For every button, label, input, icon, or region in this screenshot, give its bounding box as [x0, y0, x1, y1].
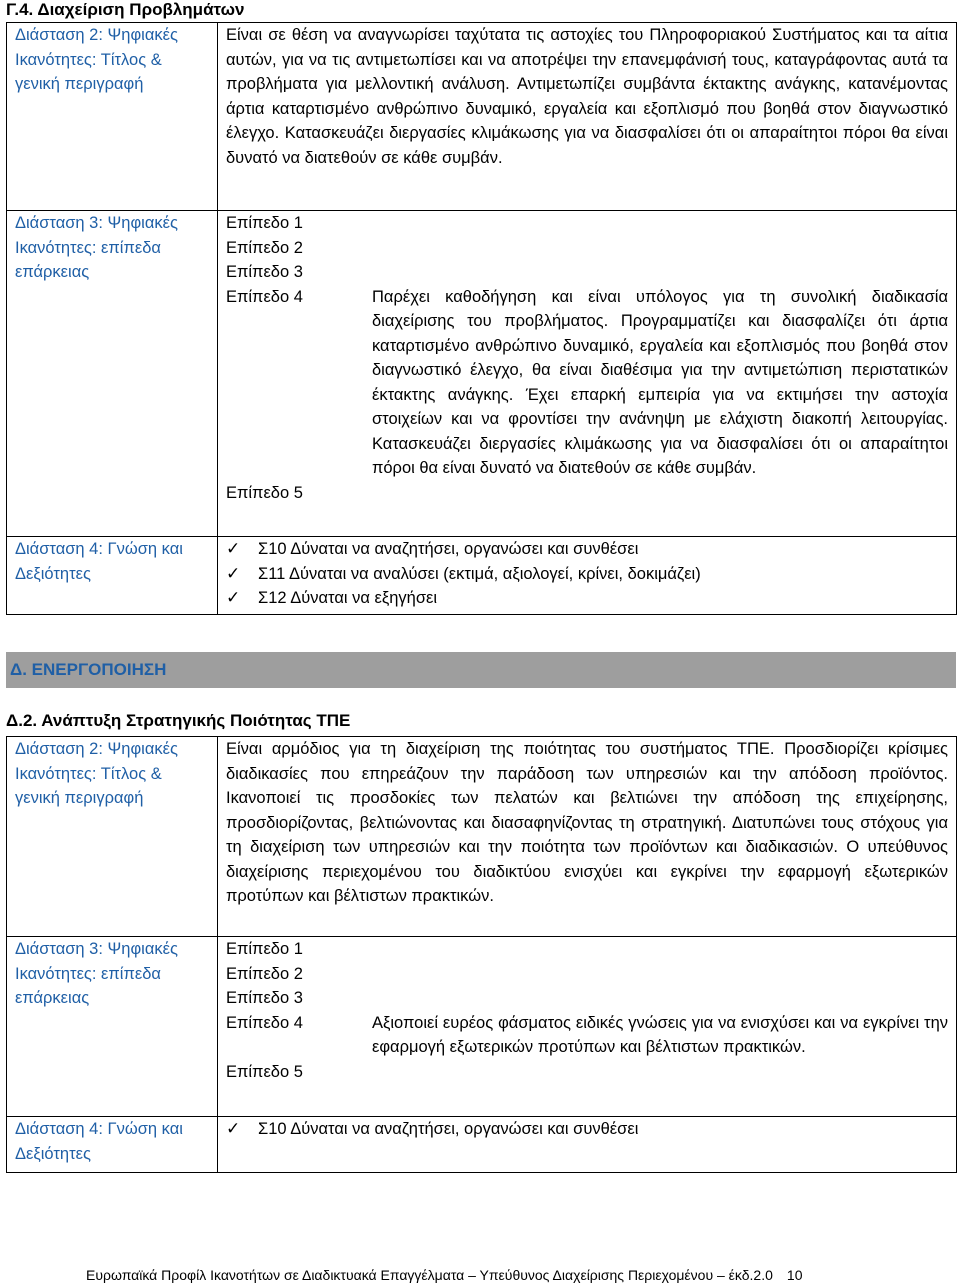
- page-number: 10: [786, 1267, 803, 1283]
- levels-cell: [218, 937, 957, 1117]
- level-1: Επίπεδο 1: [226, 940, 303, 958]
- dimension-4-row: [7, 1117, 957, 1173]
- dimension-2-label: Διάσταση 2: Ψηφιακές Ικανότητες: Τίτλος & γενική περιγραφή: [7, 737, 218, 937]
- check-icon: ✓: [226, 563, 241, 583]
- dimension-3-row: [7, 211, 957, 537]
- dimension-4-row: [7, 537, 957, 615]
- competence-table-d2: [6, 736, 957, 1173]
- skills-cell: [218, 1117, 957, 1173]
- check-icon: ✓: [226, 1119, 241, 1138]
- dimension-2-description: Είναι σε θέση να αναγνωρίσει ταχύτατα τις αστοχίες του Πληροφοριακού Συστήματος και τα αίτια αυτών, για να τις αντιμετωπίσει και να αποτρέψει την επανεμφάνισή τους, καταγράφοντας αυτά τα προβλήματα για μελλοντική ανάλυση. Αντιμετωπίζει συμβάντα έκτακτης ανάγκης, κατανέμοντας άρτια καταρτισμένο ανθρώπινο δυναμικό, εργαλεία και εξοπλισμό που βοηθά στον διαγνωστικό έλεγχο. Κατασκευάζει διεργασίες κλιμάκωσης για να διασφαλίσει ότι οι απαραίτητοι πόροι θα είναι δυνατό να διατεθούν σε κάθε συμβάν.: [218, 23, 957, 211]
- dimension-2-row: [7, 23, 957, 211]
- dimension-3-label: Διάσταση 3: Ψηφιακές Ικανότητες: επίπεδα επάρκειας: [7, 211, 218, 537]
- page-footer: [86, 1266, 802, 1284]
- level-1: Επίπεδο 1: [226, 214, 303, 232]
- skill-item: [226, 562, 948, 587]
- level-3: Επίπεδο 3: [226, 989, 303, 1007]
- section-banner: Δ. ΕΝΕΡΓΟΠΟΙΗΣΗ: [6, 652, 956, 688]
- dimension-3-label: Διάσταση 3: Ψηφιακές Ικανότητες: επίπεδα επάρκειας: [7, 937, 218, 1117]
- level-3: Επίπεδο 3: [226, 263, 303, 281]
- level-4: Επίπεδο 4: [226, 1013, 303, 1032]
- level-4-row: [226, 285, 948, 481]
- level-4-description: Αξιοποιεί ευρέος φάσματος ειδικές γνώσεις για να ενισχύσει και να εγκρίνει την εφαρμογή εξωτερικών προτύπων και βέλτιστων πρακτικών.: [372, 1013, 948, 1056]
- check-icon: ✓: [226, 539, 241, 558]
- skill-text: Σ12 Δύναται να εξηγήσει: [258, 589, 438, 607]
- footer-text: Ευρωπαϊκά Προφίλ Ικανοτήτων σε Διαδικτυακά Επαγγέλματα – Υπεύθυνος Διαχείρισης Περιεχομένου – έκδ.2.0: [86, 1267, 773, 1283]
- section-heading-d2: Δ.2. Ανάπτυξη Στρατηγικής Ποιότητας ΤΠΕ: [6, 711, 351, 730]
- level-2: Επίπεδο 2: [226, 238, 303, 257]
- levels-cell: [218, 211, 957, 537]
- level-4: Επίπεδο 4: [226, 287, 303, 306]
- competence-table-g4: [6, 22, 957, 615]
- skill-text: Σ10 Δύναται να αναζητήσει, οργανώσει και συνθέσει: [258, 540, 639, 558]
- skill-item: [226, 586, 948, 611]
- skill-text: Σ11 Δύναται να αναλύσει (εκτιμά, αξιολογεί, κρίνει, δοκιμάζει): [258, 564, 701, 583]
- skill-item: [226, 1117, 948, 1142]
- level-5: Επίπεδο 5: [226, 1062, 303, 1081]
- dimension-3-row: [7, 937, 957, 1117]
- level-2: Επίπεδο 2: [226, 964, 303, 983]
- level-4-description: Παρέχει καθοδήγηση και είναι υπόλογος για τη συνολική διαδικασία διαχείρισης του προβλήματος. Προγραμματίζει και διασφαλίζει ότι άρτια καταρτισμένο ανθρώπινο δυναμικό, εργαλεία και εξοπλισμός που βοηθά στον διαγνωστικό έλεγχο, θα είναι διαθέσιμα για την αντιμετώπιση περιστατικών έκτακτης ανάγκης. Έχει επαρκή εμπειρία για να εκτιμήσει την αστοχία στοιχείων και να φροντίσει την ανάνηψη με ελάχιστη διακοπή λειτουργίας. Κατασκευάζει διεργασίες κλιμάκωσης για να διασφαλίσει ότι οι απαραίτητοι πόροι θα είναι δυνατό να διατεθούν σε κάθε συμβάν.: [372, 287, 948, 477]
- dimension-4-label: Διάσταση 4: Γνώση και Δεξιότητες: [7, 537, 218, 615]
- dimension-4-label: Διάσταση 4: Γνώση και Δεξιότητες: [7, 1117, 218, 1173]
- dimension-2-description: Είναι αρμόδιος για τη διαχείριση της ποιότητας του συστήματος ΤΠΕ. Προσδιορίζει κρίσιμες διαδικασίες που επηρεάζουν την παράδοση των υπηρεσιών και την απόδοση προϊόντος. Ικανοποιεί τις προσδοκίες των πελατών και βελτιώνει την απόδοση της επιχείρησης, προσδιορίζοντας, βελτιώνοντας και διασαφηνίζοντας τη στρατηγική. Διατυπώνει τους στόχους για τη διαχείριση των υπηρεσιών και την ποιότητα των προϊόντων και διαδικασιών. Ο υπεύθυνος διαχείρισης περιεχομένου του διαδικτύου ενισχύει και εγκρίνει την εφαρμογή εξωτερικών προτύπων και βέλτιστων πρακτικών.: [218, 737, 957, 937]
- section-heading-g4: Γ.4. Διαχείριση Προβλημάτων: [6, 0, 245, 19]
- dimension-2-row: [7, 737, 957, 937]
- skills-cell: [218, 537, 957, 615]
- skill-item: [226, 537, 948, 562]
- skills-list: [226, 537, 948, 611]
- skill-text: Σ10 Δύναται να αναζητήσει, οργανώσει και συνθέσει: [258, 1120, 639, 1138]
- check-icon: ✓: [226, 588, 241, 607]
- level-5: Επίπεδο 5: [226, 483, 303, 502]
- level-4-row: [226, 1011, 948, 1060]
- skills-list: [226, 1117, 948, 1142]
- dimension-2-label: Διάσταση 2: Ψηφιακές Ικανότητες: Τίτλος & γενική περιγραφή: [7, 23, 218, 211]
